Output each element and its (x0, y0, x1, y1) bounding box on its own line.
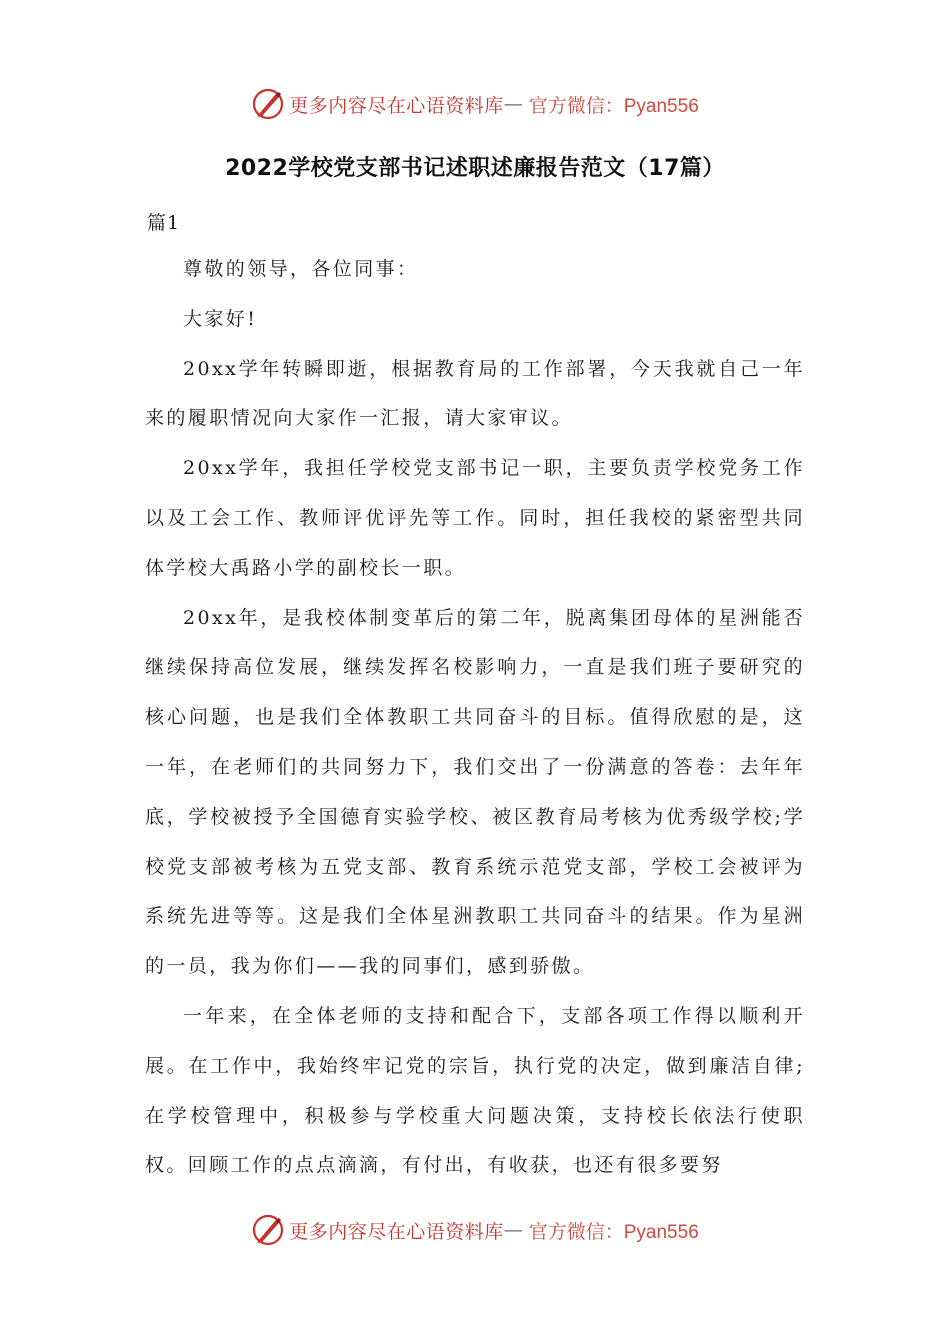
watermark-separator: — (503, 93, 523, 115)
pen-logo-icon (251, 87, 285, 121)
watermark-wechat: 官方微信：Pyan556 (528, 1221, 699, 1243)
pen-logo-icon (251, 1213, 285, 1247)
watermark-brand: 更多内容尽在心语资料库 (289, 1220, 504, 1243)
paragraph: 20xx年，是我校体制变革后的第二年，脱离集团母体的星洲能否继续保持高位发展，继续发挥名校影响力，一直是我们班子要研究的核心问题，也是我们全体教职工共同奋斗的目标。值得欣慰的是，这一年，在老师们的共同努力下，我们交出了一份满意的答卷：去年年底，学校被授予全国德育实验学校、被区教育局考核为优秀级学校;学校党支部被考核为五党支部、教育系统示范党支部，学校工会被评为系统先进等等。这是我们全体星洲教职工共同奋斗的结果。作为星洲的一员，我为你们——我的同事们，感到骄傲。 (145, 606, 805, 978)
watermark-banner-top (0, 84, 950, 124)
watermark-brand: 更多内容尽在心语资料库 (289, 94, 504, 117)
paragraph: 大家好! (183, 307, 258, 330)
document-title: 2022学校党支部书记述职述廉报告范文（17篇） (225, 156, 725, 181)
watermark-wechat: 官方微信：Pyan556 (528, 95, 699, 117)
paragraph: 一年来，在全体老师的支持和配合下，支部各项工作得以顺利开展。在工作中，我始终牢记党的宗旨，执行党的决定，做到廉洁自律;在学校管理中，积极参与学校重大问题决策，支持校长依法行使职权。回顾工作的点点滴滴，有付出，有收获，也还有很多要努 (145, 1004, 805, 1177)
document-body (145, 245, 805, 1191)
paragraph: 尊敬的领导，各位同事： (183, 258, 419, 280)
paragraph: 20xx学年，我担任学校党支部书记一职，主要负责学校党务工作以及工会工作、教师评优评先等工作。同时，担任我校的紧密型共同体学校大禹路小学的副校长一职。 (145, 457, 805, 579)
watermark-banner-bottom (0, 1210, 950, 1250)
watermark-separator: — (503, 1219, 523, 1241)
section-label: 篇1 (147, 212, 181, 234)
paragraph: 20xx学年转瞬即逝，根据教育局的工作部署，今天我就自己一年来的履职情况向大家作一汇报，请大家审议。 (145, 357, 805, 430)
